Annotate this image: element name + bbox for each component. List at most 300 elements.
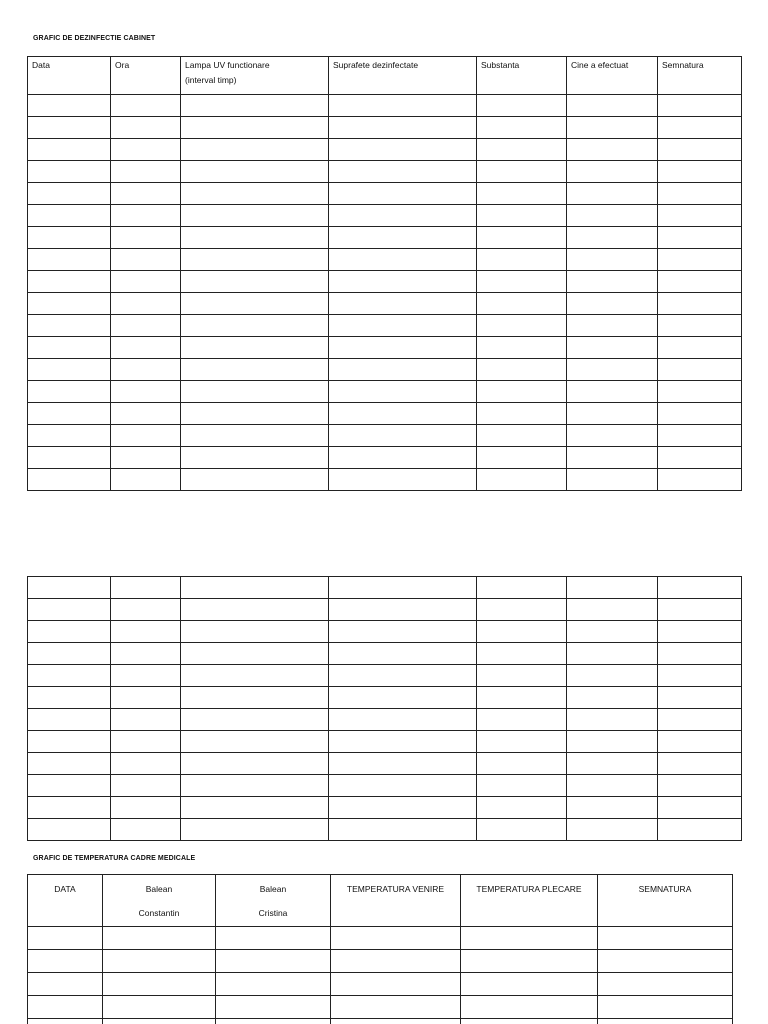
- table-cell: [658, 469, 742, 491]
- table-cell: [658, 183, 742, 205]
- table-row: [28, 621, 742, 643]
- table-cell: [331, 1019, 461, 1024]
- table-cell: [567, 359, 658, 381]
- table-row: [28, 293, 742, 315]
- table-row: [28, 709, 742, 731]
- temperature-table: [27, 874, 733, 1024]
- table-cell: [28, 1019, 103, 1024]
- table-cell: [658, 95, 742, 117]
- table-cell: [28, 381, 111, 403]
- table-cell: [658, 337, 742, 359]
- table-cell: [329, 577, 477, 599]
- table-cell: [567, 249, 658, 271]
- table-cell: [111, 665, 181, 687]
- table-cell: [567, 643, 658, 665]
- table-cell: [329, 381, 477, 403]
- table-cell: [331, 927, 461, 950]
- table-cell: [181, 753, 329, 775]
- table-cell: [28, 731, 111, 753]
- table-cell: [28, 665, 111, 687]
- table-cell: [477, 403, 567, 425]
- table-cell: [111, 117, 181, 139]
- table-cell: [461, 927, 598, 950]
- table-cell: [28, 819, 111, 841]
- person1-last-name: Balean: [145, 884, 173, 894]
- table-cell: [658, 599, 742, 621]
- table-cell: [567, 161, 658, 183]
- table-cell: [28, 950, 103, 973]
- table-cell: [181, 447, 329, 469]
- table-row: [28, 161, 742, 183]
- table-cell: [28, 447, 111, 469]
- table-cell: [598, 927, 733, 950]
- table-cell: [111, 227, 181, 249]
- table-cell: [329, 315, 477, 337]
- table-cell: [329, 775, 477, 797]
- table-cell: [658, 731, 742, 753]
- table-cell: [111, 709, 181, 731]
- disinfection-table: [27, 56, 742, 491]
- table-cell: [181, 687, 329, 709]
- disinfection-title: GRAFIC DE DEZINFECTIE CABINET: [33, 35, 156, 42]
- table-cell: [329, 161, 477, 183]
- table-cell: [658, 709, 742, 731]
- table-cell: [28, 205, 111, 227]
- table-cell: [216, 927, 331, 950]
- table-cell: [28, 973, 103, 996]
- table-cell: [658, 315, 742, 337]
- table-cell: [329, 139, 477, 161]
- table-cell: [111, 271, 181, 293]
- header-uv-line2: (interval timp): [185, 75, 237, 85]
- table-cell: [329, 709, 477, 731]
- table-cell: [477, 731, 567, 753]
- table-cell: [567, 425, 658, 447]
- table-cell: [181, 271, 329, 293]
- table-row: [28, 731, 742, 753]
- header-temp-signature: SEMNATURA: [598, 875, 733, 927]
- table-cell: [567, 819, 658, 841]
- table-cell: [28, 117, 111, 139]
- table-cell: [111, 403, 181, 425]
- table-cell: [567, 775, 658, 797]
- table-cell: [329, 95, 477, 117]
- table-cell: [567, 183, 658, 205]
- table-cell: [181, 95, 329, 117]
- temperature-title: GRAFIC DE TEMPERATURA CADRE MEDICALE: [33, 855, 196, 862]
- person2-first-name: Cristina: [258, 908, 288, 918]
- table-cell: [181, 665, 329, 687]
- table-cell: [181, 599, 329, 621]
- table-cell: [567, 797, 658, 819]
- table-cell: [567, 469, 658, 491]
- disinfection-body-continued: [28, 577, 742, 841]
- table-cell: [216, 996, 331, 1019]
- table-cell: [598, 973, 733, 996]
- table-cell: [329, 469, 477, 491]
- table-cell: [28, 577, 111, 599]
- table-cell: [28, 425, 111, 447]
- table-cell: [658, 775, 742, 797]
- table-row: [28, 775, 742, 797]
- header-person2: [216, 875, 331, 927]
- table-cell: [658, 643, 742, 665]
- table-cell: [329, 117, 477, 139]
- table-cell: [181, 775, 329, 797]
- table-cell: [28, 469, 111, 491]
- table-cell: [181, 293, 329, 315]
- table-cell: [111, 447, 181, 469]
- table-cell: [658, 797, 742, 819]
- table-cell: [28, 315, 111, 337]
- header-uv-lamp: [181, 57, 329, 95]
- table-row: [28, 95, 742, 117]
- table-row: [28, 950, 733, 973]
- table-row: [28, 753, 742, 775]
- table-row: [28, 183, 742, 205]
- header-uv-line1: Lampa UV functionare: [185, 60, 270, 70]
- table-cell: [477, 117, 567, 139]
- table-row: [28, 117, 742, 139]
- table-cell: [329, 731, 477, 753]
- table-cell: [111, 183, 181, 205]
- table-cell: [331, 996, 461, 1019]
- table-cell: [181, 403, 329, 425]
- table-cell: [103, 996, 216, 1019]
- header-performed-by: Cine a efectuat: [567, 57, 658, 95]
- table-cell: [567, 315, 658, 337]
- table-cell: [181, 731, 329, 753]
- table-cell: [28, 621, 111, 643]
- table-cell: [28, 337, 111, 359]
- table-cell: [477, 577, 567, 599]
- table-row: [28, 425, 742, 447]
- table-cell: [658, 621, 742, 643]
- table-cell: [181, 227, 329, 249]
- table-row: [28, 337, 742, 359]
- table-cell: [658, 205, 742, 227]
- table-row: [28, 403, 742, 425]
- table-cell: [329, 819, 477, 841]
- table-cell: [329, 797, 477, 819]
- table-cell: [567, 403, 658, 425]
- table-cell: [28, 183, 111, 205]
- table-cell: [331, 950, 461, 973]
- table-cell: [567, 227, 658, 249]
- table-cell: [477, 337, 567, 359]
- table-cell: [181, 315, 329, 337]
- table-cell: [658, 117, 742, 139]
- table-cell: [658, 687, 742, 709]
- table-cell: [477, 819, 567, 841]
- table-cell: [111, 249, 181, 271]
- table-cell: [181, 425, 329, 447]
- disinfection-table-continued: [27, 576, 742, 841]
- table-cell: [181, 205, 329, 227]
- table-cell: [111, 205, 181, 227]
- table-cell: [658, 753, 742, 775]
- table-cell: [477, 709, 567, 731]
- table-cell: [28, 359, 111, 381]
- table-cell: [111, 775, 181, 797]
- table-cell: [329, 687, 477, 709]
- table-cell: [329, 271, 477, 293]
- header-date: Data: [28, 57, 111, 95]
- table-cell: [329, 753, 477, 775]
- table-cell: [567, 139, 658, 161]
- table-cell: [567, 731, 658, 753]
- table-cell: [658, 665, 742, 687]
- table-cell: [28, 709, 111, 731]
- table-cell: [111, 643, 181, 665]
- table-cell: [477, 183, 567, 205]
- table-cell: [461, 973, 598, 996]
- table-cell: [181, 117, 329, 139]
- table-cell: [28, 599, 111, 621]
- table-cell: [111, 577, 181, 599]
- header-temp-date: DATA: [28, 875, 103, 927]
- table-row: [28, 381, 742, 403]
- table-cell: [567, 447, 658, 469]
- table-cell: [181, 139, 329, 161]
- table-cell: [658, 139, 742, 161]
- table-cell: [181, 381, 329, 403]
- table-cell: [567, 665, 658, 687]
- disinfection-header-row: [28, 57, 742, 95]
- table-cell: [329, 293, 477, 315]
- table-row: [28, 577, 742, 599]
- table-row: [28, 819, 742, 841]
- table-cell: [567, 753, 658, 775]
- table-row: [28, 1019, 733, 1024]
- table-cell: [28, 687, 111, 709]
- table-cell: [477, 797, 567, 819]
- header-temp-arrival: TEMPERATURA VENIRE: [331, 875, 461, 927]
- table-cell: [111, 731, 181, 753]
- table-cell: [111, 139, 181, 161]
- table-cell: [329, 205, 477, 227]
- table-cell: [28, 139, 111, 161]
- table-cell: [181, 621, 329, 643]
- table-row: [28, 927, 733, 950]
- table-cell: [181, 643, 329, 665]
- table-cell: [658, 447, 742, 469]
- table-cell: [477, 447, 567, 469]
- table-cell: [181, 249, 329, 271]
- table-cell: [658, 381, 742, 403]
- table-cell: [658, 227, 742, 249]
- header-signature: Semnatura: [658, 57, 742, 95]
- table-cell: [658, 293, 742, 315]
- table-cell: [181, 819, 329, 841]
- table-cell: [567, 687, 658, 709]
- table-cell: [567, 293, 658, 315]
- table-cell: [658, 403, 742, 425]
- table-cell: [329, 359, 477, 381]
- table-row: [28, 687, 742, 709]
- table-cell: [103, 950, 216, 973]
- table-cell: [329, 447, 477, 469]
- table-cell: [658, 359, 742, 381]
- table-cell: [111, 359, 181, 381]
- table-cell: [28, 249, 111, 271]
- table-cell: [567, 205, 658, 227]
- table-cell: [477, 227, 567, 249]
- table-cell: [331, 973, 461, 996]
- table-cell: [329, 665, 477, 687]
- table-cell: [111, 337, 181, 359]
- table-cell: [111, 293, 181, 315]
- table-cell: [658, 425, 742, 447]
- table-cell: [329, 621, 477, 643]
- table-row: [28, 447, 742, 469]
- table-cell: [658, 819, 742, 841]
- table-cell: [181, 709, 329, 731]
- table-cell: [181, 161, 329, 183]
- table-cell: [28, 293, 111, 315]
- table-cell: [477, 665, 567, 687]
- table-row: [28, 996, 733, 1019]
- table-cell: [598, 950, 733, 973]
- table-cell: [477, 621, 567, 643]
- table-cell: [28, 271, 111, 293]
- table-cell: [28, 643, 111, 665]
- table-cell: [461, 1019, 598, 1024]
- table-cell: [28, 775, 111, 797]
- table-row: [28, 227, 742, 249]
- table-cell: [658, 577, 742, 599]
- table-row: [28, 359, 742, 381]
- table-cell: [461, 996, 598, 1019]
- table-cell: [477, 469, 567, 491]
- table-cell: [329, 643, 477, 665]
- table-row: [28, 249, 742, 271]
- temperature-body: [28, 927, 733, 1024]
- table-cell: [567, 709, 658, 731]
- table-cell: [28, 797, 111, 819]
- table-cell: [181, 797, 329, 819]
- table-cell: [477, 599, 567, 621]
- table-cell: [216, 1019, 331, 1024]
- header-substance: Substanta: [477, 57, 567, 95]
- table-cell: [329, 599, 477, 621]
- header-surfaces: Suprafete dezinfectate: [329, 57, 477, 95]
- table-cell: [28, 927, 103, 950]
- table-cell: [658, 271, 742, 293]
- table-cell: [103, 973, 216, 996]
- table-cell: [329, 183, 477, 205]
- table-cell: [567, 621, 658, 643]
- table-cell: [216, 950, 331, 973]
- table-row: [28, 271, 742, 293]
- table-cell: [477, 753, 567, 775]
- table-cell: [111, 621, 181, 643]
- table-row: [28, 205, 742, 227]
- table-cell: [111, 819, 181, 841]
- table-cell: [28, 753, 111, 775]
- table-cell: [181, 337, 329, 359]
- table-cell: [477, 381, 567, 403]
- table-cell: [28, 403, 111, 425]
- table-row: [28, 315, 742, 337]
- table-row: [28, 665, 742, 687]
- table-cell: [567, 271, 658, 293]
- table-cell: [329, 249, 477, 271]
- table-cell: [111, 425, 181, 447]
- table-cell: [181, 577, 329, 599]
- table-cell: [658, 161, 742, 183]
- table-row: [28, 139, 742, 161]
- table-cell: [28, 227, 111, 249]
- table-cell: [477, 687, 567, 709]
- table-row: [28, 599, 742, 621]
- table-cell: [477, 271, 567, 293]
- table-cell: [329, 425, 477, 447]
- table-cell: [477, 249, 567, 271]
- table-cell: [111, 315, 181, 337]
- table-cell: [181, 359, 329, 381]
- table-cell: [216, 973, 331, 996]
- table-row: [28, 643, 742, 665]
- table-cell: [598, 996, 733, 1019]
- table-row: [28, 973, 733, 996]
- person2-last-name: Balean: [259, 884, 287, 894]
- table-cell: [658, 249, 742, 271]
- table-cell: [111, 687, 181, 709]
- table-cell: [477, 293, 567, 315]
- temperature-header-row: [28, 875, 733, 927]
- table-cell: [111, 95, 181, 117]
- table-cell: [103, 927, 216, 950]
- table-cell: [111, 469, 181, 491]
- person1-first-name: Constantin: [138, 908, 180, 918]
- table-cell: [329, 403, 477, 425]
- table-cell: [181, 183, 329, 205]
- table-cell: [28, 161, 111, 183]
- table-cell: [567, 599, 658, 621]
- table-cell: [567, 95, 658, 117]
- table-cell: [477, 205, 567, 227]
- table-cell: [477, 139, 567, 161]
- table-cell: [28, 95, 111, 117]
- table-cell: [111, 797, 181, 819]
- table-cell: [111, 381, 181, 403]
- table-cell: [329, 337, 477, 359]
- table-row: [28, 797, 742, 819]
- table-cell: [477, 315, 567, 337]
- table-cell: [567, 381, 658, 403]
- table-row: [28, 469, 742, 491]
- table-cell: [567, 337, 658, 359]
- header-hour: Ora: [111, 57, 181, 95]
- table-cell: [461, 950, 598, 973]
- table-cell: [477, 643, 567, 665]
- table-cell: [477, 359, 567, 381]
- disinfection-body: [28, 95, 742, 491]
- table-cell: [111, 161, 181, 183]
- table-cell: [103, 1019, 216, 1024]
- table-cell: [567, 117, 658, 139]
- table-cell: [598, 1019, 733, 1024]
- table-cell: [477, 161, 567, 183]
- table-cell: [111, 753, 181, 775]
- header-person1: [103, 875, 216, 927]
- table-cell: [477, 775, 567, 797]
- table-cell: [567, 577, 658, 599]
- table-cell: [181, 469, 329, 491]
- table-cell: [28, 996, 103, 1019]
- table-cell: [477, 425, 567, 447]
